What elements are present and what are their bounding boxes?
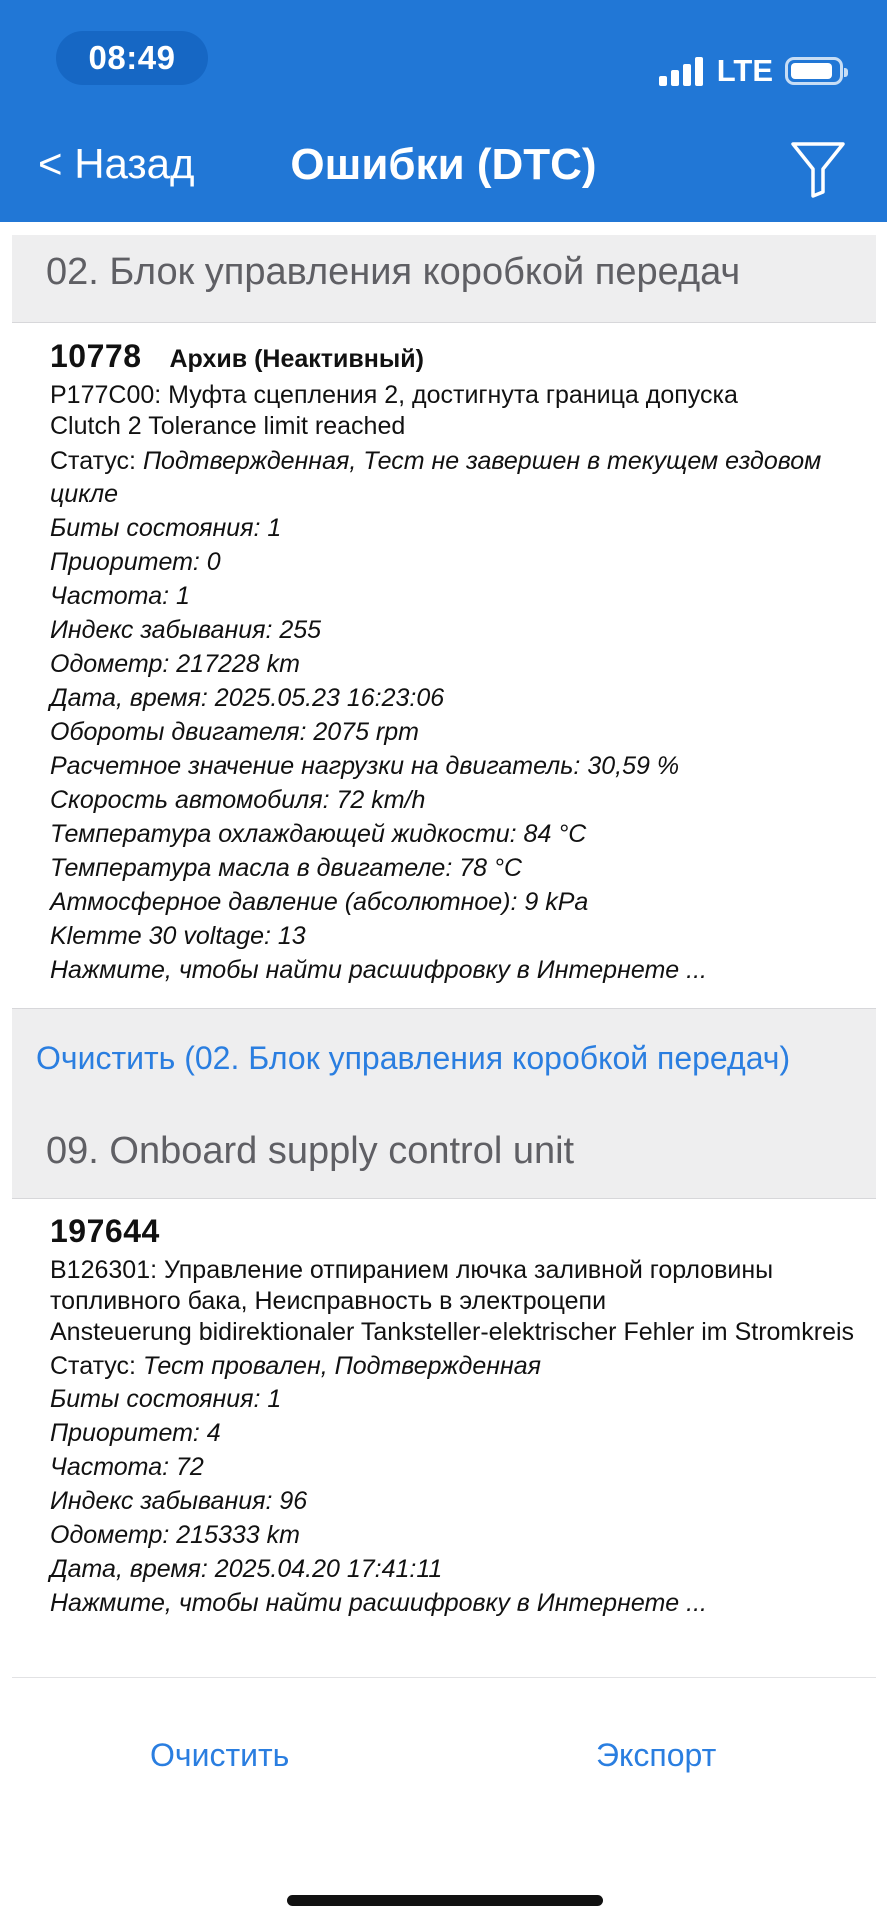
cellular-signal-icon: [659, 56, 707, 86]
clear-section-gearbox-link[interactable]: Очистить (02. Блок управления коробкой передач): [36, 1040, 791, 1076]
section-header-gearbox: [12, 235, 876, 323]
detail-priority: Приоритет: 0: [50, 548, 221, 576]
search-online-link[interactable]: Нажмите, чтобы найти расшифровку в Интернете ...: [50, 1589, 707, 1617]
dtc-description-en: Ansteuerung bidirektionaler Tanksteller-elektrischer Fehler im Stromkreis: [50, 1318, 855, 1346]
detail-status-bits: Биты состояния: 1: [50, 1385, 282, 1413]
dtc-entry-10778[interactable]: [12, 338, 876, 987]
dtc-state: Архив (Неактивный): [169, 345, 424, 373]
dtc-description-ru: P177C00: Муфта сцепления 2, достигнута граница допуска: [50, 381, 738, 409]
detail-engine-load: Расчетное значение нагрузки на двигатель: 30,59 %: [50, 752, 680, 780]
detail-datetime: Дата, время: 2025.04.20 17:41:11: [50, 1555, 443, 1583]
battery-fill: [791, 63, 832, 79]
status-indicators: [659, 50, 843, 92]
dtc-status: [50, 445, 866, 511]
dtc-status-value: Тест провален, Подтвержденная: [142, 1352, 541, 1380]
bottom-toolbar: [0, 1677, 887, 1920]
detail-status-bits: Биты состояния: 1: [50, 514, 282, 542]
detail-coolant-temp: Температура охлаждающей жидкости: 84 °C: [50, 820, 587, 848]
detail-vehicle-speed: Скорость автомобиля: 72 km/h: [50, 786, 426, 814]
battery-cap: [844, 68, 848, 77]
divider: [12, 322, 876, 323]
network-type: LTE: [716, 53, 773, 88]
dtc-status-value: Подтвержденная, Тест не завершен в текущем ездовом цикле: [50, 447, 822, 508]
dtc-entry-197644[interactable]: [12, 1213, 876, 1620]
dtc-headline: [50, 1213, 866, 1253]
toolbar-divider: [12, 1677, 876, 1678]
dtc-details: [50, 511, 866, 987]
filter-funnel-icon: [788, 138, 848, 200]
filter-button[interactable]: [788, 138, 848, 200]
dtc-status-label: Статус:: [50, 447, 136, 475]
clear-all-button[interactable]: Очистить: [150, 1737, 290, 1773]
detail-odometer: Одометр: 215333 km: [50, 1521, 300, 1549]
search-online-link[interactable]: Нажмите, чтобы найти расшифровку в Интернете ...: [50, 956, 707, 984]
export-button[interactable]: Экспорт: [596, 1737, 717, 1773]
detail-forget-index: Индекс забывания: 255: [50, 616, 322, 644]
navigation-header: [0, 0, 887, 222]
detail-oil-temp: Температура масла в двигателе: 78 °C: [50, 854, 523, 882]
detail-atmospheric-pressure: Атмосферное давление (абсолютное): 9 kPa: [50, 888, 589, 916]
status-time: 08:49: [56, 31, 208, 85]
dtc-code: 10778: [50, 338, 142, 374]
divider: [12, 1008, 876, 1009]
dtc-description-en: Clutch 2 Tolerance limit reached: [50, 412, 406, 440]
detail-engine-rpm: Обороты двигателя: 2075 rpm: [50, 718, 419, 746]
page-title: Ошибки (DTC): [290, 140, 597, 189]
detail-klemme-voltage: Klemme 30 voltage: 13: [50, 922, 306, 950]
dtc-description-ru: B126301: Управление отпиранием лючка заливной горловины топливного бака, Неисправность в электроцепи: [50, 1256, 774, 1315]
dtc-headline: [50, 338, 866, 378]
detail-priority: Приоритет: 4: [50, 1419, 221, 1447]
home-indicator[interactable]: [287, 1895, 603, 1906]
dtc-status: [50, 1351, 866, 1382]
detail-frequency: Частота: 72: [50, 1453, 204, 1481]
dtc-code: 197644: [50, 1213, 160, 1249]
dtc-status-label: Статус:: [50, 1352, 136, 1380]
section-title: 02. Блок управления коробкой передач: [46, 251, 741, 293]
battery-icon: [785, 57, 843, 85]
detail-datetime: Дата, время: 2025.05.23 16:23:06: [50, 684, 445, 712]
back-button[interactable]: < Назад: [38, 140, 195, 187]
dtc-details: [50, 1382, 866, 1620]
detail-forget-index: Индекс забывания: 96: [50, 1487, 308, 1515]
detail-odometer: Одометр: 217228 km: [50, 650, 300, 678]
section-title: 09. Onboard supply control unit: [46, 1130, 575, 1172]
dtc-list[interactable]: [0, 222, 887, 1677]
detail-frequency: Частота: 1: [50, 582, 190, 610]
